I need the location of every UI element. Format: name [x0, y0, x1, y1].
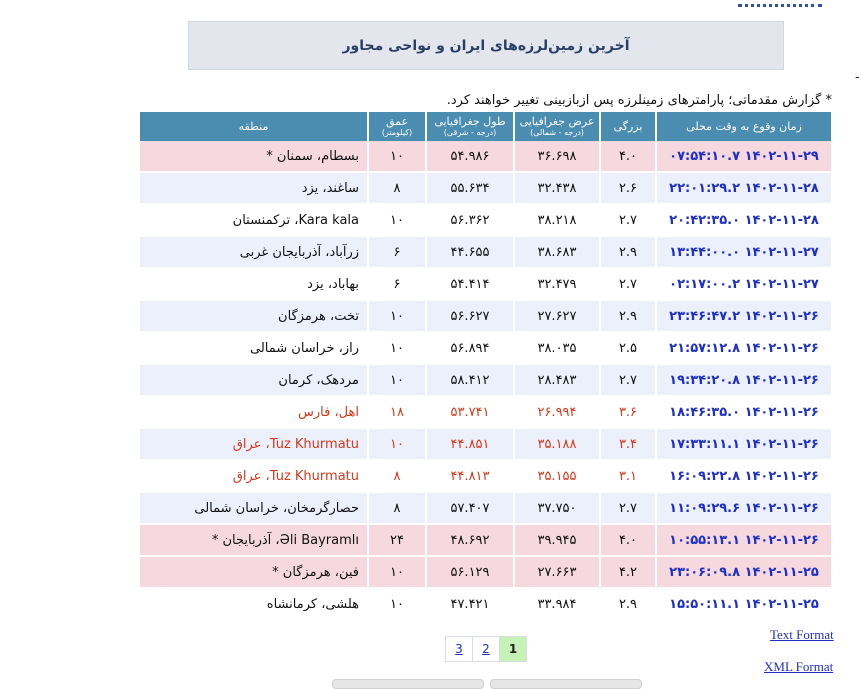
- cell-latitude: ۲۸.۴۸۳: [515, 365, 599, 397]
- table-row: [140, 493, 831, 525]
- cell-region: هلشی، کرمانشاه: [140, 589, 367, 621]
- table-row: [140, 301, 831, 333]
- header-magnitude: بزرگی: [601, 112, 655, 141]
- pagination: [445, 636, 527, 662]
- cell-region: مردهک، کرمان: [140, 365, 367, 397]
- cell-time[interactable]: ۱۴۰۲-۱۱-۲۸ ۲۲:۰۱:۲۹.۲: [657, 173, 831, 205]
- table-header-row: [140, 112, 831, 141]
- cell-longitude: ۵۶.۳۶۲: [427, 205, 513, 237]
- cell-magnitude: ۴.۰: [601, 141, 655, 173]
- cell-depth: ۱۰: [369, 205, 425, 237]
- cell-region: ساغند، یزد: [140, 173, 367, 205]
- cell-magnitude: ۲.۹: [601, 301, 655, 333]
- header-depth: [369, 112, 425, 141]
- cell-latitude: ۲۶.۹۹۴: [515, 397, 599, 429]
- cell-magnitude: ۴.۰: [601, 525, 655, 557]
- cell-magnitude: ۲.۹: [601, 589, 655, 621]
- cell-longitude: ۵۶.۸۹۴: [427, 333, 513, 365]
- cell-depth: ۱۰: [369, 301, 425, 333]
- cell-longitude: ۴۷.۴۲۱: [427, 589, 513, 621]
- table-row: [140, 141, 831, 173]
- cell-magnitude: ۴.۲: [601, 557, 655, 589]
- bottom-controls: [332, 679, 642, 689]
- cell-longitude: ۵۷.۴۰۷: [427, 493, 513, 525]
- table-row: [140, 461, 831, 493]
- table-row: [140, 269, 831, 301]
- cell-time[interactable]: ۱۴۰۲-۱۱-۲۶ ۱۷:۳۳:۱۱.۱: [657, 429, 831, 461]
- cell-time[interactable]: ۱۴۰۲-۱۱-۲۶ ۱۸:۴۶:۳۵.۰: [657, 397, 831, 429]
- cell-depth: ۲۴: [369, 525, 425, 557]
- table-row: [140, 589, 831, 621]
- header-depth-label: عمق: [385, 114, 409, 128]
- cell-time[interactable]: ۱۴۰۲-۱۱-۲۶ ۱۶:۰۹:۲۲.۸: [657, 461, 831, 493]
- cell-region: راز، خراسان شمالی: [140, 333, 367, 365]
- cell-magnitude: ۲.۹: [601, 237, 655, 269]
- cell-latitude: ۳۲.۴۷۹: [515, 269, 599, 301]
- cell-latitude: ۳۵.۱۸۸: [515, 429, 599, 461]
- cell-time[interactable]: ۱۴۰۲-۱۱-۲۶ ۱۱:۰۹:۲۹.۶: [657, 493, 831, 525]
- cropped-heading-fragment: [738, 0, 822, 7]
- cell-longitude: ۵۸.۴۱۲: [427, 365, 513, 397]
- cell-time[interactable]: ۱۴۰۲-۱۱-۲۵ ۲۳:۰۶:۰۹.۸: [657, 557, 831, 589]
- cell-longitude: ۵۴.۹۸۶: [427, 141, 513, 173]
- cell-depth: ۱۸: [369, 397, 425, 429]
- cell-depth: ۸: [369, 493, 425, 525]
- earthquake-table: [138, 112, 833, 621]
- xml-format-link[interactable]: XML Format: [764, 659, 834, 674]
- cell-region: Tuz Khurmatu، عراق: [140, 429, 367, 461]
- header-latitude: [515, 112, 599, 141]
- header-depth-unit: (کیلومتر): [381, 127, 413, 137]
- cell-time[interactable]: ۱۴۰۲-۱۱-۲۷ ۰۲:۱۷:۰۰.۲: [657, 269, 831, 301]
- cell-depth: ۱۰: [369, 141, 425, 173]
- page-title-box: [188, 21, 784, 70]
- cell-depth: ۶: [369, 237, 425, 269]
- table-row: [140, 333, 831, 365]
- edge-glyph: ـ: [855, 68, 859, 81]
- cell-magnitude: ۲.۷: [601, 205, 655, 237]
- cell-time[interactable]: ۱۴۰۲-۱۱-۲۸ ۲۰:۴۲:۳۵.۰: [657, 205, 831, 237]
- cell-latitude: ۳۶.۶۹۸: [515, 141, 599, 173]
- table-row: [140, 237, 831, 269]
- cell-latitude: ۳۸.۶۸۳: [515, 237, 599, 269]
- header-longitude-unit: (درجه - شرقی): [443, 127, 497, 137]
- cell-magnitude: ۲.۷: [601, 493, 655, 525]
- cell-latitude: ۳۳.۹۸۴: [515, 589, 599, 621]
- cell-depth: ۸: [369, 173, 425, 205]
- table-row: [140, 397, 831, 429]
- cell-magnitude: ۲.۷: [601, 365, 655, 397]
- cell-time[interactable]: ۱۴۰۲-۱۱-۲۹ ۰۷:۵۴:۱۰.۷: [657, 141, 831, 173]
- cell-magnitude: ۳.۱: [601, 461, 655, 493]
- cell-latitude: ۲۷.۶۶۳: [515, 557, 599, 589]
- bottom-button-left[interactable]: [332, 679, 484, 689]
- cell-longitude: ۴۴.۸۱۳: [427, 461, 513, 493]
- cell-longitude: ۴۴.۸۵۱: [427, 429, 513, 461]
- cell-latitude: ۲۷.۶۲۷: [515, 301, 599, 333]
- table-row: [140, 525, 831, 557]
- cell-magnitude: ۳.۶: [601, 397, 655, 429]
- table-row: [140, 557, 831, 589]
- cell-region: حصارگرمخان، خراسان شمالی: [140, 493, 367, 525]
- header-longitude: [427, 112, 513, 141]
- cell-latitude: ۳۸.۲۱۸: [515, 205, 599, 237]
- cell-time[interactable]: ۱۴۰۲-۱۱-۲۶ ۱۰:۵۵:۱۳.۱: [657, 525, 831, 557]
- cell-magnitude: ۲.۵: [601, 333, 655, 365]
- cell-time[interactable]: ۱۴۰۲-۱۱-۲۶ ۲۳:۴۶:۴۷.۲: [657, 301, 831, 333]
- page-link-3[interactable]: 3: [455, 642, 463, 656]
- header-longitude-label: طول جغرافیایی: [434, 114, 506, 128]
- cell-longitude: ۵۵.۶۳۴: [427, 173, 513, 205]
- header-latitude-unit: (درجه - شمالی): [530, 127, 584, 137]
- cell-longitude: ۴۴.۶۵۵: [427, 237, 513, 269]
- header-latitude-label: عرض جغرافیایی: [519, 114, 595, 128]
- cell-region: Tuz Khurmatu، عراق: [140, 461, 367, 493]
- cell-region: فین، هرمزگان *: [140, 557, 367, 589]
- cell-depth: ۱۰: [369, 429, 425, 461]
- cell-latitude: ۳۸.۰۳۵: [515, 333, 599, 365]
- cell-longitude: ۵۶.۶۲۷: [427, 301, 513, 333]
- cell-depth: ۱۰: [369, 333, 425, 365]
- cell-region: اهل، فارس: [140, 397, 367, 429]
- cell-latitude: ۳۲.۴۳۸: [515, 173, 599, 205]
- cell-magnitude: ۳.۴: [601, 429, 655, 461]
- table-row: [140, 429, 831, 461]
- page-link-1-current[interactable]: 1: [499, 637, 526, 661]
- cell-region: بسطام، سمنان *: [140, 141, 367, 173]
- cell-longitude: ۴۸.۶۹۲: [427, 525, 513, 557]
- cell-latitude: ۳۷.۷۵۰: [515, 493, 599, 525]
- cell-depth: ۸: [369, 461, 425, 493]
- cell-depth: ۱۰: [369, 365, 425, 397]
- bottom-button-right[interactable]: [490, 679, 642, 689]
- cell-magnitude: ۲.۶: [601, 173, 655, 205]
- page-link-2[interactable]: 2: [472, 637, 499, 661]
- text-format-link[interactable]: Text Format: [770, 627, 834, 642]
- cell-depth: ۱۰: [369, 557, 425, 589]
- cell-region: زرآباد، آذربایجان غربی: [140, 237, 367, 269]
- cell-region: Əli Bayramlı، آذربایجان *: [140, 525, 367, 557]
- cell-depth: ۱۰: [369, 589, 425, 621]
- cell-time[interactable]: ۱۴۰۲-۱۱-۲۵ ۱۵:۵۰:۱۱.۱: [657, 589, 831, 621]
- cell-longitude: ۵۳.۷۴۱: [427, 397, 513, 429]
- cell-region: بهاباد، یزد: [140, 269, 367, 301]
- table-row: [140, 365, 831, 397]
- cell-region: تخت، هرمزگان: [140, 301, 367, 333]
- page-title: آخرین زمین‌لرزه‌های ایران و نواحی مجاور: [342, 37, 630, 54]
- cell-latitude: ۳۹.۹۴۵: [515, 525, 599, 557]
- header-region: منطقه: [140, 112, 367, 141]
- table-row: [140, 173, 831, 205]
- header-time: زمان وقوع به وقت محلی: [657, 112, 831, 141]
- table-row: [140, 205, 831, 237]
- cell-depth: ۶: [369, 269, 425, 301]
- cell-time[interactable]: ۱۴۰۲-۱۱-۲۶ ۱۹:۳۴:۲۰.۸: [657, 365, 831, 397]
- cell-time[interactable]: ۱۴۰۲-۱۱-۲۶ ۲۱:۵۷:۱۲.۸: [657, 333, 831, 365]
- preliminary-note: * گزارش مقدماتی؛ پارامترهای زمینلرزه پس ازبازبینی تغییر خواهند کرد.: [446, 93, 832, 108]
- cell-magnitude: ۲.۷: [601, 269, 655, 301]
- cell-latitude: ۳۵.۱۵۵: [515, 461, 599, 493]
- cell-longitude: ۵۴.۴۱۴: [427, 269, 513, 301]
- right-edge: [851, 0, 861, 685]
- cell-longitude: ۵۶.۱۲۹: [427, 557, 513, 589]
- cell-time[interactable]: ۱۴۰۲-۱۱-۲۷ ۱۳:۴۴:۰۰.۰: [657, 237, 831, 269]
- cell-region: Kara kala، ترکمنستان: [140, 205, 367, 237]
- top-edge-fragment: [0, 0, 861, 6]
